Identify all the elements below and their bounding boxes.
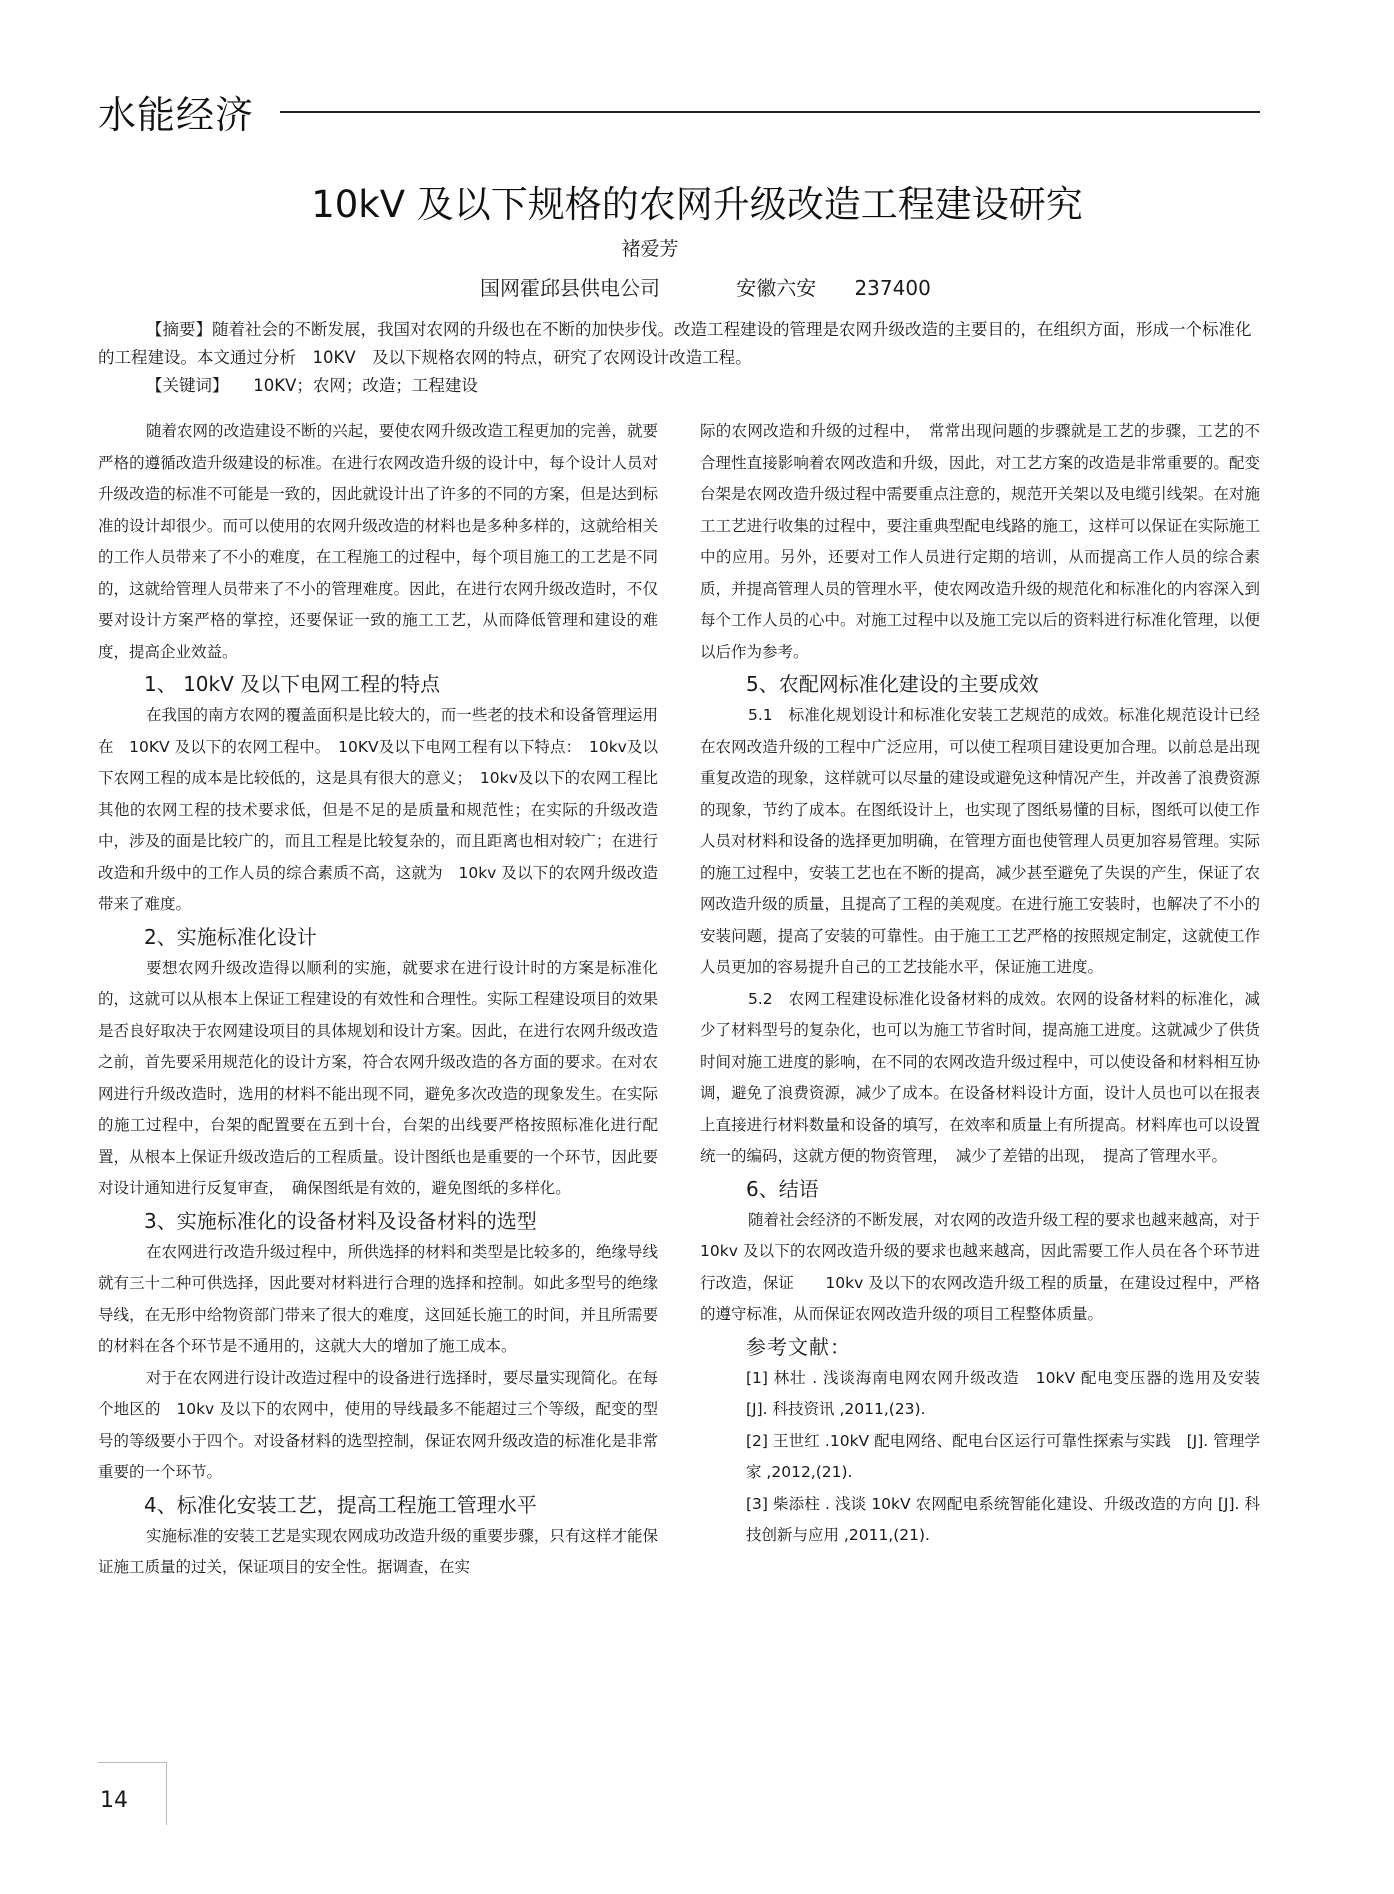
references-heading: 参考文献： (746, 1334, 851, 1359)
section-1-heading: 1、 10kV 及以下电网工程的特点 (144, 672, 441, 696)
section-6-heading: 6、结语 (746, 1176, 819, 1201)
affiliation: 国网霍邱县供电公司 (480, 276, 660, 300)
reference-item: [2] 王世红 .10kV 配电网络、配电台区运行可靠性探索与实践 [J]. 管理学家 ,2012,(21). (746, 1431, 1260, 1481)
abstract-label: 【摘要】 (146, 320, 212, 339)
abstract-block (98, 316, 1258, 400)
intro-paragraph: 随着农网的改造建设不断的兴起，要使农网升级改造工程更加的完善，就要严格的遵循改造升级建设的标准。在进行农网改造升级的设计中，每个设计人员对升级改造的标准不可能是一致的，因此就设计出了许多的不同的方案，但是达到标准的设计却很少。而可以使用的农网升级改造的材料也是多种多样的，这就给相关的工作人员带来了不小的难度，在工程施工的过程中，每个项目施工的工艺是不同的，这就给管理人员带来了不小的管理难度。因此，在进行农网升级改造时，不仅要对设计方案严格的掌控，还要保证一致的施工工艺，从而降低管理和建设的难度，提高企业效益。 (98, 422, 658, 661)
left-column (98, 416, 658, 1584)
section-5-1-paragraph: 5.1 标准化规划设计和标准化安装工艺规范的成效。标准化规范设计已经在农网改造升级的工程中广泛应用，可以使工程项目建设更加合理。以前总是出现重复改造的现象，这样就可以尽量的建设或避免这种情况产生，并改善了浪费资源的现象，节约了成本。在图纸设计上，也实现了图纸易懂的目标，图纸可以使工作人员对材料和设备的选择更加明确，在管理方面也使管理人员更加容易管理。实际的施工过程中，安装工艺也在不断的提高，减少甚至避免了失误的产生，保证了农网改造升级的质量，且提高了工程的美观度。在进行施工安装时，也解决了不小的安装问题，提高了安装的可靠性。由于施工工艺严格的按照规定制定，这就使工作人员更加的容易提升自己的工艺技能水平，保证施工进度。 (700, 706, 1260, 976)
section-2-paragraph: 要想农网升级改造得以顺利的实施，就要求在进行设计时的方案是标准化的，这就可以从根本上保证工程建设的有效性和合理性。实际工程建设项目的效果是否良好取决于农网建设项目的具体规划和设计方案。因此，在进行农网升级改造之前，首先要采用规范化的设计方案，符合农网升级改造的各方面的要求。在对农网进行升级改造时，选用的材料不能出现不同，避免多次改造的现象发生。在实际的施工过程中，台架的配置要在五到十台，台架的出线要严格按照标准化进行配置，从根本上保证升级改造后的工程质量。设计图纸也是重要的一个环节，因此要对设计通知进行反复审查， 确保图纸是有效的，避免图纸的多样化。 (98, 958, 658, 1197)
keywords-label: 【关键词】 (146, 376, 221, 395)
keywords (98, 372, 1258, 400)
section-5-2-paragraph: 5.2 农网工程建设标准化设备材料的成效。农网的设备材料的标准化，减少了材料型号的复杂化，也可以为施工节省时间，提高施工进度。这就减少了供货时间对施工进度的影响，在不同的农网改造升级过程中，可以使设备和材料相互协调，避免了浪费资源，减少了成本。在设备材料设计方面，设计人员也可以在报表上直接进行材料数量和设备的填写，在效率和质量上有所提高。材料库也可以设置统一的编码，这就方便的物资管理， 减少了差错的出现， 提高了管理水平。 (700, 989, 1260, 1165)
header-rule (280, 111, 1260, 113)
abstract-text: 随着社会的不断发展，我国对农网的升级也在不断的加快步伐。改造工程建设的管理是农网升级改造的主要目的，在组织方面，形成一个标准化的工程建设。本文通过分析 10KV 及以下规格农网的特点，研究了农网设计改造工程。 (98, 320, 1252, 367)
section-6-paragraph: 随着社会经济的不断发展，对农网的改造升级工程的要求也越来越高，对于 10kv 及以下的农网改造升级的要求也越来越高，因此需要工作人员在各个环节进行改造，保证 10kv 及以下的农网改造升级工程的质量，在建设过程中，严格的遵守标准，从而保证农网改造升级的项目工程整体质量。 (700, 1210, 1276, 1323)
article-title: 10kV 及以下规格的农网升级改造工程建设研究 (311, 183, 1083, 226)
reference-item: [3] 柴添柱 . 浅谈 10kV 农网配电系统智能化建设、升级改造的方向 [J]. 科技创新与应用 ,2011,(21). (746, 1494, 1260, 1544)
section-4-paragraph: 实施标准的安装工艺是实现农网成功改造升级的重要步骤，只有这样才能保证施工质量的过关，保证项目的安全性。据调查，在实 (98, 1526, 658, 1576)
author-name: 褚爱芳 (621, 238, 679, 260)
section-3-paragraph-2: 对于在农网进行设计改造过程中的设备进行选择时，要尽量实现简化。在每个地区的 10kv 及以下的农网中，使用的导线最多不能超过三个等级，配变的型号的等级要小于四个。对设备材料的选型控制，保证农网升级改造的标准化是非常重要的一个环节。 (98, 1368, 658, 1481)
reference-item: [1] 林壮 . 浅谈海南电网农网升级改造 10kV 配电变压器的选用及安装 [J]. 科技资讯 ,2011,(23). (746, 1368, 1260, 1418)
right-column (700, 416, 1276, 1552)
section-1-paragraph: 在我国的南方农网的覆盖面积是比较大的，而一些老的技术和设备管理运用在 10KV 及以下的农网工程中。 10KV及以下电网工程有以下特点： 10kv及以下农网工程的成本是比较低的，这是具有很大的意义； 10kv及以下的农网工程比其他的农网工程的技术要求低，但是不足的是质量和规范性；在实际的升级改造中，涉及的面是比较广的，而且工程是比较复杂的，而且距离也相对较广；在进行改造和升级中的工作人员的综合素质不高，这就为 10kv 及以下的农网升级改造带来了难度。 (98, 706, 658, 913)
section-3-paragraph-1: 在农网进行改造升级过程中，所供选择的材料和类型是比较多的，绝缘导线就有三十二种可供选择，因此要对材料进行合理的选择和控制。如此多型号的绝缘导线，在无形中给物资部门带来了很大的难度，这回延长施工的时间，并且所需要的材料在各个环节是不通用的，这就大大的增加了施工成本。 (98, 1242, 658, 1355)
journal-name: 水能经济 (98, 93, 255, 137)
keywords-text: 10KV；农网；改造；工程建设 (253, 376, 478, 395)
continued-paragraph: 际的农网改造和升级的过程中， 常常出现问题的步骤就是工艺的步骤，工艺的不合理性直接影响着农网改造和升级，因此，对工艺方案的改造是非常重要的。配变台架是农网改造升级过程中需要重点注意的，规范开关架以及电缆引线架。在对施工工艺进行收集的过程中，要注重典型配电线路的施工，这样可以保证在实际施工中的应用。另外，还要对工作人员进行定期的培训，从而提高工作人员的综合素质，并提高管理人员的管理水平，使农网改造升级的规范化和标准化的内容深入到每个工作人员的心中。对施工过程中以及施工完以后的资料进行标准化管理，以便以后作为参考。 (700, 422, 1260, 661)
section-3-heading: 3、实施标准化的设备材料及设备材料的选型 (144, 1208, 537, 1233)
location: 安徽六安 (736, 276, 817, 300)
section-4-heading: 4、标准化安装工艺，提高工程施工管理水平 (144, 1492, 537, 1517)
section-5-heading: 5、农配网标准化建设的主要成效 (746, 672, 1039, 696)
abstract (98, 316, 1258, 372)
page-number: 14 (100, 1788, 128, 1813)
affiliation-line (480, 272, 931, 301)
section-2-heading: 2、实施标准化设计 (144, 924, 317, 949)
postcode: 237400 (854, 276, 931, 300)
journal-header (98, 84, 254, 139)
